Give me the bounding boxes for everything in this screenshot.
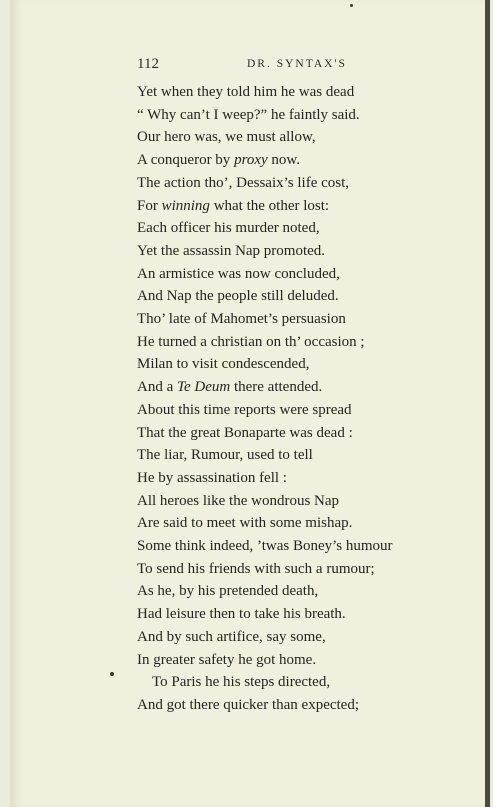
running-head: DR. SYNTAX'S: [247, 58, 347, 70]
poem-line: All heroes like the wondrous Nap: [137, 493, 340, 509]
poem-line: And Nap the people still deluded.: [137, 288, 339, 304]
poem-line: An armistice was now concluded,: [137, 266, 340, 282]
poem-line: Tho’ late of Mahomet’s persuasion: [137, 311, 346, 327]
poem-line: And by such artifice, say some,: [137, 629, 326, 645]
poem-line: The action tho’, Dessaix’s life cost,: [137, 175, 350, 191]
poem-line: Milan to visit condescended,: [137, 356, 310, 372]
poem-line: Each officer his murder noted,: [137, 220, 320, 236]
poem-line: Some think indeed, ’twas Boney’s humour: [137, 538, 393, 554]
poem-line: Our hero was, we must allow,: [137, 129, 316, 145]
poem-line: And a Te Deum there attended.: [137, 379, 323, 395]
poem-line: He turned a christian on th’ occasion ;: [137, 334, 365, 350]
poem-line: For winning what the other lost:: [137, 198, 330, 214]
poem-line: Yet the assassin Nap promoted.: [137, 243, 326, 259]
poem-line: That the great Bonaparte was dead :: [137, 425, 353, 441]
poem-line: A conqueror by proxy now.: [137, 152, 301, 168]
page-number: 112: [137, 56, 159, 72]
poem-line: Had leisure then to take his breath.: [137, 606, 346, 622]
poem-line: “ Why can’t I weep?” he faintly said.: [137, 107, 360, 123]
poem-line: In greater safety he got home.: [137, 652, 317, 668]
poem-line: Yet when they told him he was dead: [137, 84, 355, 100]
poem-line: As he, by his pretended death,: [137, 583, 319, 599]
poem-text: [12, 0, 490, 807]
poem-line: Are said to meet with some mishap.: [137, 515, 353, 531]
book-page: [10, 0, 490, 807]
poem-line: And got there quicker than expected;: [137, 697, 359, 713]
poem-line: The liar, Rumour, used to tell: [137, 447, 313, 463]
poem-line: To send his friends with such a rumour;: [137, 561, 375, 577]
poem-line: He by assassination fell :: [137, 470, 287, 486]
poem-line: About this time reports were spread: [137, 402, 352, 418]
poem-line: To Paris he his steps directed,: [152, 674, 331, 690]
